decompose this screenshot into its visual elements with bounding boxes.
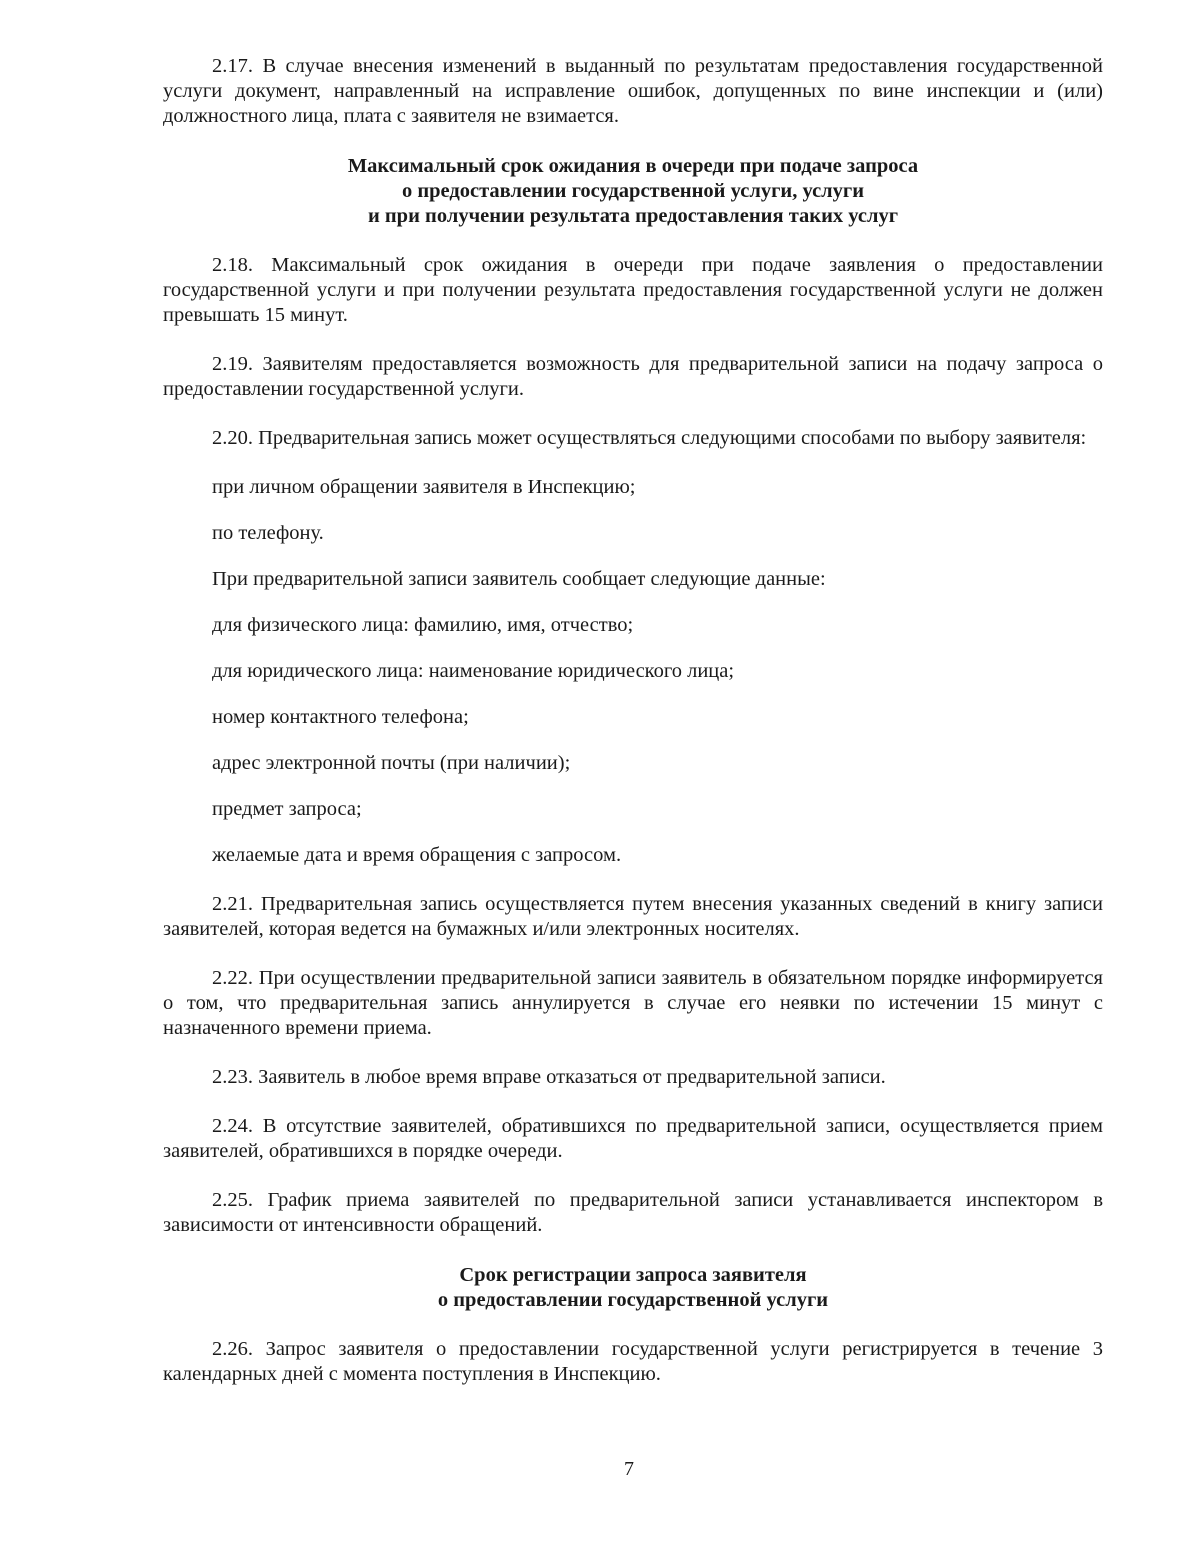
list-item-data: для юридического лица: наименование юридического лица; <box>212 660 735 682</box>
document-page <box>163 54 1103 1387</box>
data-intro: При предварительной записи заявитель сообщает следующие данные: <box>212 568 826 590</box>
list-item-data: для физического лица: фамилию, имя, отчество; <box>212 614 634 636</box>
list-item-data: адрес электронной почты (при наличии); <box>212 752 571 774</box>
paragraph-2-23: 2.23. Заявитель в любое время вправе отказаться от предварительной записи. <box>212 1066 886 1088</box>
paragraph-2-21: 2.21. Предварительная запись осуществляется путем внесения указанных сведений в книгу записи заявителей, которая ведется на бумажных и/или электронных носителях. <box>163 893 1103 940</box>
paragraph-2-24: 2.24. В отсутствие заявителей, обратившихся по предварительной записи, осуществляется прием заявителей, обратившихся в порядке очереди. <box>163 1115 1103 1162</box>
paragraph-2-25: 2.25. График приема заявителей по предварительной записи устанавливается инспектором в зависимости от интенсивности обращений. <box>163 1189 1103 1236</box>
list-item-data: предмет запроса; <box>212 798 362 820</box>
list-item-method: при личном обращении заявителя в Инспекцию; <box>212 476 636 498</box>
list-item-data: номер контактного телефона; <box>212 706 469 728</box>
paragraph-2-17: 2.17. В случае внесения изменений в выданный по результатам предоставления государственной услуги документ, направленный на исправление ошибок, допущенных по вине инспекции и (или) должностного лица, плата с заявителя не взимается. <box>163 55 1103 127</box>
paragraph-2-26: 2.26. Запрос заявителя о предоставлении государственной услуги регистрируется в течение 3 календарных дней с момента поступления в Инспекцию. <box>163 1338 1103 1385</box>
heading-registration-time <box>163 1263 1103 1313</box>
list-item-method: по телефону. <box>212 522 324 544</box>
paragraph-2-19: 2.19. Заявителям предоставляется возможность для предварительной записи на подачу запроса о предоставлении государственной услуги. <box>163 353 1103 400</box>
paragraph-2-18: 2.18. Максимальный срок ожидания в очереди при подаче заявления о предоставлении государственной услуги и при получении результата предоставления государственной услуги не должен превышать 15 минут. <box>163 254 1103 326</box>
paragraph-2-20: 2.20. Предварительная запись может осуществляться следующими способами по выбору заявителя: <box>212 427 1087 449</box>
page-number: 7 <box>624 1458 634 1480</box>
heading-line: Срок регистрации запроса заявителя <box>459 1264 807 1286</box>
heading-line: Максимальный срок ожидания в очереди при подаче запроса <box>347 155 919 177</box>
heading-line: о предоставлении государственной услуги <box>437 1289 829 1311</box>
heading-line: о предоставлении государственной услуги, услуги <box>401 180 865 202</box>
heading-line: и при получении результата предоставления таких услуг <box>367 205 899 227</box>
list-item-data: желаемые дата и время обращения с запросом. <box>212 844 622 866</box>
heading-queue-waiting-time <box>163 154 1103 229</box>
paragraph-2-22: 2.22. При осуществлении предварительной записи заявитель в обязательном порядке информируется о том, что предварительная запись аннулируется в случае его неявки по истечении 15 минут с назначенного времени приема. <box>163 967 1103 1039</box>
